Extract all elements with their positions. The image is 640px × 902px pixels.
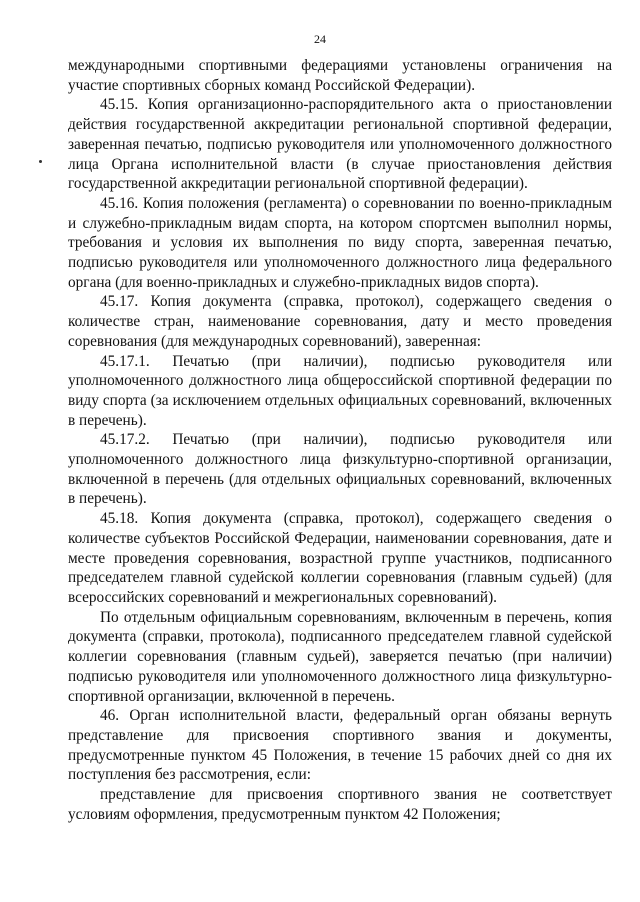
paragraph-official-competitions: По отдельным официальным соревнованиям, включенным в перечень, копия документа (справки, протокола), подписанного председателем главной судейской коллегии соревнования (главным судьей), заверяется печатью (при наличии) подписью руководителя или уполномоченного должностного лица физкультурно-спортивной организации, включенной в перечень. xyxy=(68,608,612,705)
paragraph-45-16: 45.16. Копия положения (регламента) о соревновании по военно-прикладным и служебно-прикладным видам спорта, на котором спортсмен выполнил нормы, требования и условия их выполнения по виду спорта, заверенная печатью, подписью руководителя или уполномоченного должностного лица федерального органа (для военно-прикладных и служебно-прикладных видов спорта). xyxy=(68,194,612,291)
paragraph-46: 46. Орган исполнительной власти, федеральный орган обязаны вернуть представление для присвоения спортивного звания и документы, предусмотренные пунктом 45 Положения, в течение 15 рабочих дней со дня их поступления без рассмотрения, если: xyxy=(68,707,612,784)
paragraph-45-18: 45.18. Копия документа (справка, протокол), содержащего сведения о количестве субъектов Российской Федерации, наименовании соревнования, дате и месте проведения соревнования, возрастной группе участников, подписанного председателем главной судейской коллегии соревнования (главным судьей) (для всероссийских соревнований и межрегиональных соревнований). xyxy=(68,510,612,606)
paragraph-46-condition: представление для присвоения спортивного звания не соответствует условиям оформления, предусмотренным пунктом 42 Положения; xyxy=(68,786,612,823)
paragraph-45-15: 45.15. Копия организационно-распорядительного акта о приостановлении действия государственной аккредитации региональной спортивной федерации, заверенная печатью, подписью руководителя или уполномоченного должностного лица Органа исполнительной власти (в случае приостановления действия государственной аккредитации региональной спортивной федерации). xyxy=(68,96,612,193)
scan-dot-mark xyxy=(39,160,42,163)
document-body xyxy=(68,56,612,824)
paragraph-45-17: 45.17. Копия документа (справка, протокол), содержащего сведения о количестве стран, наименование соревнования, дату и место проведения соревнования (для международных соревнований), заверенная: xyxy=(68,293,612,350)
paragraph-45-17-1: 45.17.1. Печатью (при наличии), подписью руководителя или уполномоченного должностного лица общероссийской спортивной федерации по виду спорта (за исключением отдельных официальных соревнований, включенных в перечень). xyxy=(68,352,612,429)
paragraph-45-17-2: 45.17.2. Печатью (при наличии), подписью руководителя или уполномоченного должностного лица физкультурно-спортивной организации, включенной в перечень (для отдельных официальных соревнований, включенных в перечень). xyxy=(68,431,612,508)
page-number: 24 xyxy=(314,32,326,46)
paragraph-continuation: международными спортивными федерациями установлены ограничения на участие спортивных сборных команд Российской Федерации). xyxy=(68,57,612,94)
